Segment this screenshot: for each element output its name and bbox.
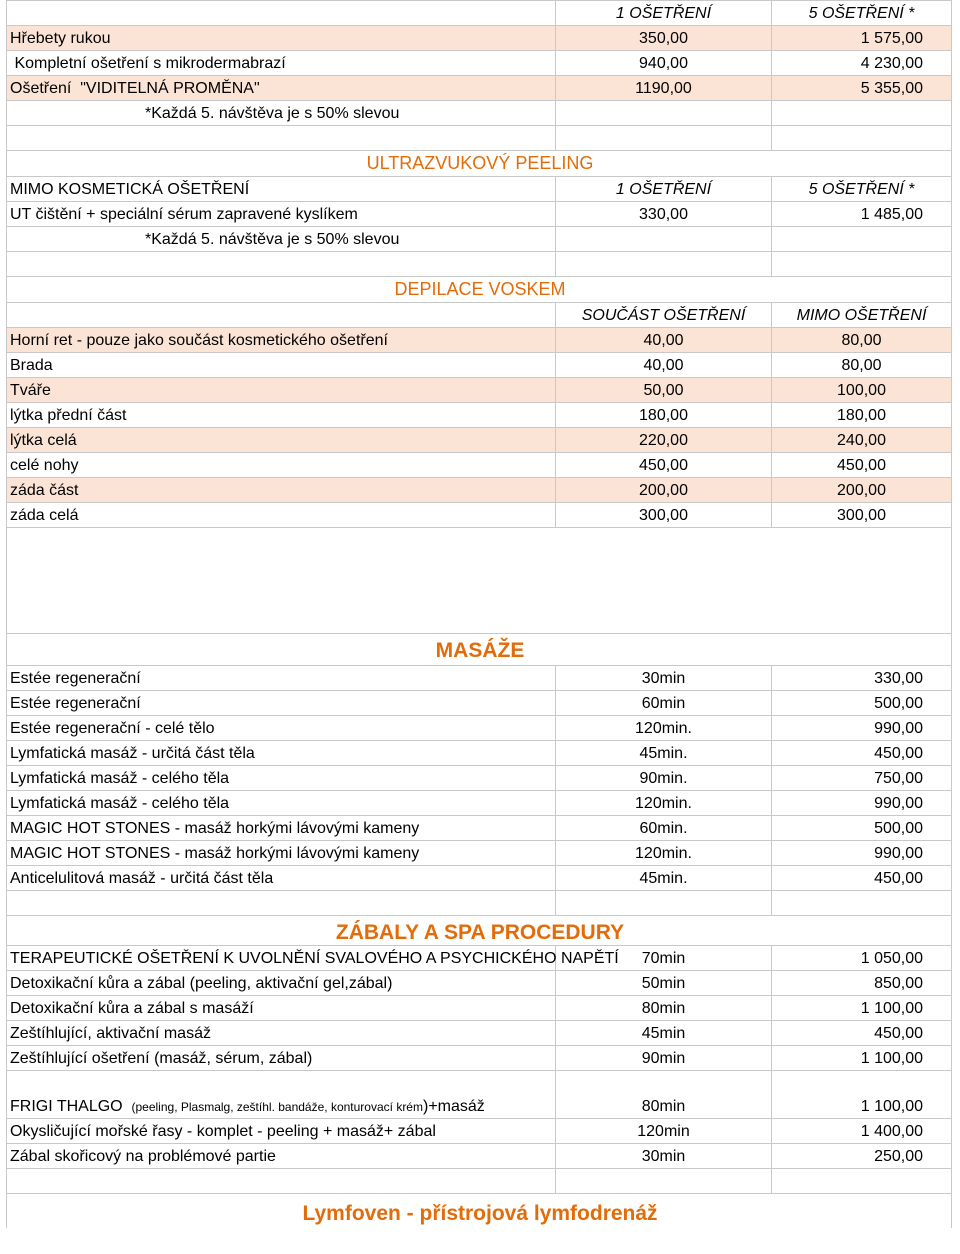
price-mimo: 200,00 — [772, 478, 952, 503]
table-row — [6, 816, 952, 841]
price-soucast: 40,00 — [556, 328, 772, 353]
note-row — [6, 101, 952, 126]
treatment-name: Zeštíhlující, aktivační masáž — [6, 1021, 556, 1046]
treatment-name: záda část — [6, 478, 556, 503]
price-1: 350,00 — [556, 26, 772, 51]
table-row — [6, 1021, 952, 1046]
section-title-row — [6, 151, 952, 177]
duration: 80min — [556, 1071, 772, 1119]
treatment-name: UT čištění + speciální sérum zapravené kyslíkem — [6, 202, 556, 227]
empty-cell — [556, 101, 772, 126]
table-row — [6, 202, 952, 227]
treatment-name: lýtka přední část — [6, 403, 556, 428]
treatment-name: Lymfatická masáž - celého těla — [6, 791, 556, 816]
empty-cell — [772, 1169, 952, 1194]
treatment-name: Horní ret - pouze jako součást kosmetického ošetření — [6, 328, 556, 353]
treatment-name: Estée regenerační — [6, 691, 556, 716]
section-title-row — [6, 916, 952, 946]
price-list-sheet — [6, 0, 952, 1228]
treatment-name — [6, 1071, 556, 1119]
table-row — [6, 428, 952, 453]
duration: 80min — [556, 996, 772, 1021]
table-row — [6, 51, 952, 76]
section-title-cell — [6, 277, 952, 303]
empty-cell — [772, 101, 952, 126]
price-5: 4 230,00 — [772, 51, 952, 76]
treatment-name: celé nohy — [6, 453, 556, 478]
empty-cell — [772, 126, 952, 151]
section-title-lymfoven: Lymfoven - přístrojová lymfodrenáž — [302, 1202, 658, 1225]
section-title-masaze: MASÁŽE — [435, 639, 525, 662]
duration: 120min. — [556, 716, 772, 741]
price: 1 050,00 — [772, 946, 952, 971]
header-row — [6, 177, 952, 202]
empty-cell — [556, 227, 772, 252]
empty-cell — [6, 1169, 556, 1194]
col-header-mimo: MIMO OŠETŘENÍ — [772, 303, 952, 328]
price-1: 330,00 — [556, 202, 772, 227]
treatment-name: Detoxikační kůra a zábal (peeling, aktivační gel,zábal) — [6, 971, 556, 996]
table-row — [6, 766, 952, 791]
treatment-name: Estée regenerační — [6, 666, 556, 691]
frigi-suffix: )+masáž — [422, 1098, 485, 1115]
table-row — [6, 453, 952, 478]
duration: 120min — [556, 1119, 772, 1144]
header-row — [6, 0, 952, 26]
duration: 90min — [556, 1046, 772, 1071]
price: 990,00 — [772, 716, 952, 741]
table-row — [6, 691, 952, 716]
table-row — [6, 996, 952, 1021]
table-row — [6, 353, 952, 378]
treatment-name: Ošetření "VIDITELNÁ PROMĚNA" — [6, 76, 556, 101]
treatment-name: MAGIC HOT STONES - masáž horkými lávovými kameny — [6, 816, 556, 841]
price-soucast: 200,00 — [556, 478, 772, 503]
empty-cell — [6, 126, 556, 151]
table-row — [6, 1119, 952, 1144]
treatment-name: TERAPEUTICKÉ OŠETŘENÍ K UVOLNĚNÍ SVALOVÉHO A PSYCHICKÉHO NAPĚTÍ — [6, 946, 556, 971]
price: 990,00 — [772, 841, 952, 866]
treatment-name: Hřebety rukou — [6, 26, 556, 51]
table-row — [6, 378, 952, 403]
discount-note: *Každá 5. návštěva je s 50% slevou — [6, 227, 556, 252]
price-soucast: 220,00 — [556, 428, 772, 453]
col-header-1: 1 OŠETŘENÍ — [556, 177, 772, 202]
price-5: 1 485,00 — [772, 202, 952, 227]
treatment-name: MAGIC HOT STONES - masáž horkými lávovými kameny — [6, 841, 556, 866]
price-soucast: 50,00 — [556, 378, 772, 403]
empty-cell — [556, 126, 772, 151]
duration: 120min. — [556, 841, 772, 866]
treatment-name: Brada — [6, 353, 556, 378]
empty-cell — [556, 1169, 772, 1194]
table-row — [6, 971, 952, 996]
treatment-name: Zeštíhlující ošetření (masáž, sérum, zábal) — [6, 1046, 556, 1071]
section-title-depilace: DEPILACE VOSKEM — [394, 279, 566, 299]
empty-cell — [772, 252, 952, 277]
price-1: 1190,00 — [556, 76, 772, 101]
price-1: 940,00 — [556, 51, 772, 76]
table-row — [6, 841, 952, 866]
duration: 30min — [556, 666, 772, 691]
empty-cell — [6, 1, 556, 26]
section-title-row — [6, 277, 952, 303]
treatment-name: Tváře — [6, 378, 556, 403]
treatment-name: Zábal skořicový na problémové partie — [6, 1144, 556, 1169]
empty-cell — [556, 891, 772, 916]
duration: 60min — [556, 691, 772, 716]
spacer-row — [6, 528, 952, 634]
price-mimo: 450,00 — [772, 453, 952, 478]
empty-cell — [556, 252, 772, 277]
price: 1 100,00 — [772, 996, 952, 1021]
duration: 45min. — [556, 741, 772, 766]
price-5: 5 355,00 — [772, 76, 952, 101]
table-row — [6, 76, 952, 101]
table-row — [6, 946, 952, 971]
table-row — [6, 26, 952, 51]
spacer-row — [6, 1169, 952, 1194]
note-row — [6, 227, 952, 252]
price: 450,00 — [772, 741, 952, 766]
price: 1 100,00 — [772, 1046, 952, 1071]
table-row — [6, 866, 952, 891]
section-title-cell — [6, 634, 952, 666]
duration: 50min — [556, 971, 772, 996]
table-row — [6, 716, 952, 741]
price-mimo: 180,00 — [772, 403, 952, 428]
empty-cell — [6, 891, 556, 916]
spacer-row — [6, 891, 952, 916]
treatment-name: Lymfatická masáž - určitá část těla — [6, 741, 556, 766]
frigi-detail: (peeling, Plasmalg, zeštíhl. bandáže, konturovací krém — [131, 1100, 423, 1114]
table-row-frigi — [6, 1071, 952, 1119]
section-title-row — [6, 634, 952, 666]
duration: 30min — [556, 1144, 772, 1169]
price-mimo: 240,00 — [772, 428, 952, 453]
duration: 120min. — [556, 791, 772, 816]
duration: 45min — [556, 1021, 772, 1046]
section-title-zabaly: ZÁBALY A SPA PROCEDURY — [335, 921, 625, 944]
header-row — [6, 303, 952, 328]
treatment-name: lýtka celá — [6, 428, 556, 453]
price-mimo: 80,00 — [772, 328, 952, 353]
price-soucast: 180,00 — [556, 403, 772, 428]
duration: 60min. — [556, 816, 772, 841]
section-title-cell — [6, 151, 952, 177]
price: 500,00 — [772, 816, 952, 841]
section-title-ultrazvuk: ULTRAZVUKOVÝ PEELING — [366, 153, 594, 173]
discount-note: *Každá 5. návštěva je s 50% slevou — [6, 101, 556, 126]
table-row — [6, 478, 952, 503]
price-soucast: 300,00 — [556, 503, 772, 528]
price: 750,00 — [772, 766, 952, 791]
price-mimo: 100,00 — [772, 378, 952, 403]
treatment-name: Estée regenerační - celé tělo — [6, 716, 556, 741]
treatment-name: Anticelulitová masáž - určitá část těla — [6, 866, 556, 891]
table-row — [6, 741, 952, 766]
price: 450,00 — [772, 866, 952, 891]
duration: 45min. — [556, 866, 772, 891]
price: 450,00 — [772, 1021, 952, 1046]
table-row — [6, 1144, 952, 1169]
price: 1 100,00 — [772, 1071, 952, 1119]
col-header-5: 5 OŠETŘENÍ * — [772, 1, 952, 26]
empty-cell — [772, 227, 952, 252]
section-title-cell — [6, 916, 952, 946]
col-header-soucast: SOUČÁST OŠETŘENÍ — [556, 303, 772, 328]
spacer-row — [6, 252, 952, 277]
table-row — [6, 328, 952, 353]
table-row — [6, 791, 952, 816]
empty-cell — [772, 891, 952, 916]
section-title-cell — [6, 1194, 952, 1228]
treatment-name: Lymfatická masáž - celého těla — [6, 766, 556, 791]
price: 1 400,00 — [772, 1119, 952, 1144]
price: 990,00 — [772, 791, 952, 816]
price-mimo: 300,00 — [772, 503, 952, 528]
duration: 70min — [556, 946, 772, 971]
table-row — [6, 1046, 952, 1071]
price-mimo: 80,00 — [772, 353, 952, 378]
table-row — [6, 403, 952, 428]
treatment-name: Kompletní ošetření s mikrodermabrazí — [6, 51, 556, 76]
treatment-name: Detoxikační kůra a zábal s masáží — [6, 996, 556, 1021]
price-soucast: 450,00 — [556, 453, 772, 478]
col-header-1: 1 OŠETŘENÍ — [556, 1, 772, 26]
empty-cell — [6, 528, 952, 634]
col-header-5: 5 OŠETŘENÍ * — [772, 177, 952, 202]
price-soucast: 40,00 — [556, 353, 772, 378]
price: 330,00 — [772, 666, 952, 691]
subheader: MIMO KOSMETICKÁ OŠETŘENÍ — [6, 177, 556, 202]
empty-cell — [6, 303, 556, 328]
price: 500,00 — [772, 691, 952, 716]
duration: 90min. — [556, 766, 772, 791]
frigi-name: FRIGI THALGO — [10, 1098, 132, 1115]
treatment-name: Okysličující mořské řasy - komplet - peeling + masáž+ zábal — [6, 1119, 556, 1144]
table-row — [6, 666, 952, 691]
spacer-row — [6, 126, 952, 151]
price: 850,00 — [772, 971, 952, 996]
table-row — [6, 503, 952, 528]
treatment-name: záda celá — [6, 503, 556, 528]
price-5: 1 575,00 — [772, 26, 952, 51]
section-title-row — [6, 1194, 952, 1228]
price: 250,00 — [772, 1144, 952, 1169]
empty-cell — [6, 252, 556, 277]
